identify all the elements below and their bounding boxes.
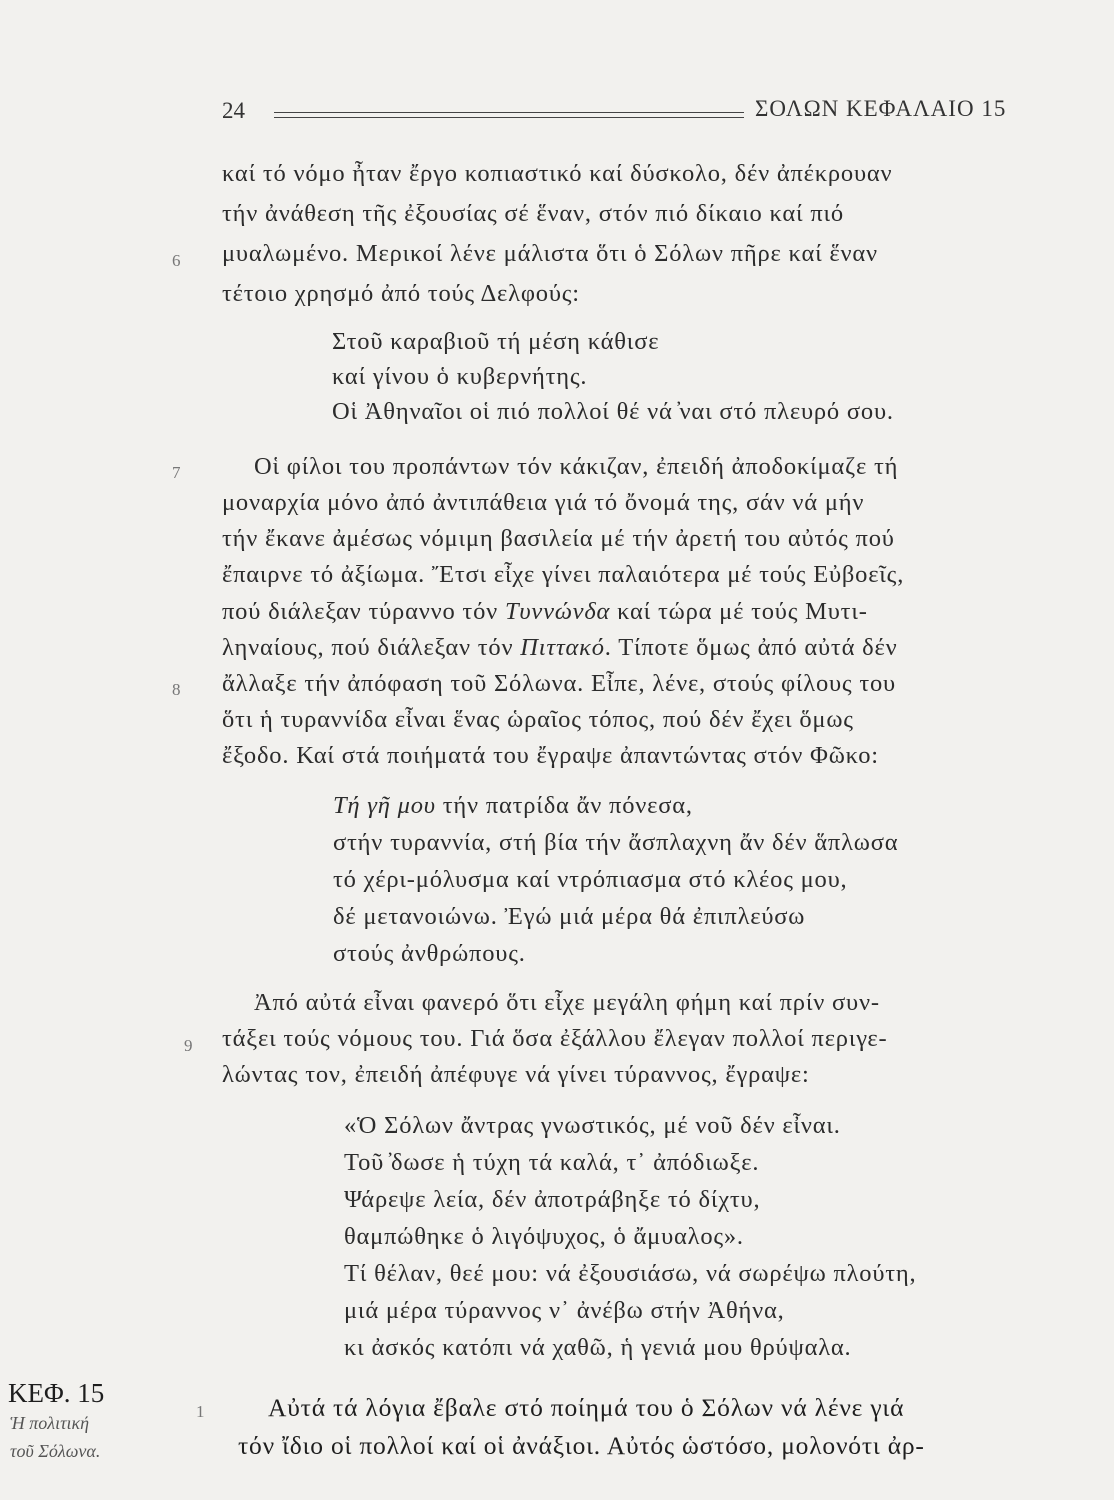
text-line: τήν ἀνάθεση τῆς ἐξουσίας σέ ἕναν, στόν πιό δίκαιο καί πιό [222, 200, 844, 227]
margin-number: 1 [196, 1402, 205, 1421]
margin-number: 8 [172, 680, 181, 699]
verse-line: θαμπώθηκε ὁ λιγόψυχος, ὁ ἄμυαλος». [344, 1223, 744, 1250]
verse-line: Τί θέλαν, θεέ μου: νά ἐξουσιάσω, νά σωρέψω πλούτη, [344, 1260, 917, 1287]
text-line: ἔξοδο. Καί στά ποιήματά του ἔγραψε ἀπαντώντας στόν Φῶκο: [222, 742, 879, 769]
verse-line: μιά μέρα τύραννος ν᾽ ἀνέβω στήν Ἀθήνα, [344, 1297, 785, 1324]
verse-line: Στοῦ καραβιοῦ τή μέση κάθισε [332, 328, 660, 355]
chapter-sidenote-subtitle: Ἡ πολιτική [10, 1413, 90, 1433]
text-line: λώντας τον, ἐπειδή ἀπέφυγε νά γίνει τύραννος, ἔγραψε: [222, 1061, 810, 1088]
text-line: μοναρχία μόνο ἀπό ἀντιπάθεια γιά τό ὄνομά της, σάν νά μήν [222, 489, 865, 516]
verse-line: τό χέρι-μόλυσμα καί ντρόπιασμα στό κλέος μου, [333, 866, 848, 893]
margin-number: 6 [172, 251, 181, 270]
text-run: . Τίποτε ὅμως ἀπό αὐτά δέν [604, 634, 898, 661]
text-line: ὅτι ἡ τυραννίδα εἶναι ἕνας ὡραῖος τόπος, πού δέν ἔχει ὅμως [222, 706, 854, 733]
text-line: Αὐτά τά λόγια ἔβαλε στό ποίημά του ὁ Σόλων νά λένε γιά [268, 1393, 905, 1422]
verse-line: στούς ἀνθρώπους. [333, 940, 526, 967]
verse-line: κι ἀσκός κατόπι νά χαθῶ, ἡ γενιά μου θρύψαλα. [344, 1334, 852, 1361]
chapter-sidenote-title: ΚΕΦ. 15 [8, 1378, 105, 1408]
text-run: Τή γῆ μου [333, 792, 436, 819]
text-line: τέτοιο χρησμό ἀπό τούς Δελφούς: [222, 280, 580, 307]
text-line [222, 634, 897, 662]
text-line [222, 598, 868, 626]
text-run: τήν πατρίδα ἄν πόνεσα, [435, 792, 693, 819]
verse-line: καί γίνου ὁ κυβερνήτης. [332, 363, 588, 390]
text-line: Ἀπό αὐτά εἶναι φανερό ὅτι εἶχε μεγάλη φήμη καί πρίν συν- [254, 989, 880, 1016]
page-header [222, 92, 1032, 132]
verse-line: Ψάρεψε λεία, δέν ἀποτράβηξε τό δίχτυ, [344, 1186, 761, 1213]
text-run: πού διάλεξαν τύραννο τόν [222, 598, 505, 625]
text-line: μυαλωμένο. Μερικοί λένε μάλιστα ὅτι ὁ Σόλων πῆρε καί ἕναν [222, 240, 878, 267]
text-line: τάξει τούς νόμους του. Γιά ὅσα ἐξάλλου ἔλεγαν πολλοί περιγε- [222, 1025, 888, 1052]
text-run: καί τώρα μέ τούς Μυτι- [610, 598, 868, 625]
verse-line: Τοῦ ̓δωσε ἡ τύχη τά καλά, τ᾽ ἀπόδιωξε. [344, 1149, 760, 1176]
text-line: καί τό νόμο ἦταν ἔργο κοπιαστικό καί δύσκολο, δέν ἀπέκρουαν [222, 160, 893, 187]
header-rule [274, 112, 744, 118]
margin-number: 7 [172, 463, 181, 482]
chapter-sidenote-subtitle: τοῦ Σόλωνα. [10, 1441, 101, 1461]
person-name: Τυννώνδα [504, 598, 611, 625]
verse-line: δέ μετανοιώνω. Ἐγώ μιά μέρα θά ἐπιπλεύσω [333, 903, 806, 930]
text-line: Οἱ φίλοι του προπάντων τόν κάκιζαν, ἐπειδή ἀποδοκίμαζε τή [254, 453, 899, 480]
verse-line: «Ὁ Σόλων ἄντρας γνωστικός, μέ νοῦ δέν εἶναι. [344, 1112, 841, 1139]
margin-number: 9 [184, 1036, 193, 1055]
person-name: Πιττακό [520, 634, 605, 661]
verse-line: Οἱ Ἀθηναῖοι οἱ πιό πολλοί θέ νά ̓ναι στό πλευρό σου. [332, 398, 894, 425]
text-line: τήν ἔκανε ἀμέσως νόμιμη βασιλεία μέ τήν ἀρετή του αὐτός πού [222, 525, 895, 552]
page-number: 24 [222, 98, 245, 123]
text-run: ληναίους, πού διάλεξαν τόν [222, 634, 521, 661]
text-line: ἄλλαξε τήν ἀπόφαση τοῦ Σόλωνα. Εἶπε, λένε, στούς φίλους του [222, 670, 896, 697]
verse-line [333, 792, 693, 820]
verse-line: στήν τυραννία, στή βία τήν ἄσπλαχνη ἄν δέν ἅπλωσα [333, 829, 899, 856]
text-line: τόν ἴδιο οἱ πολλοί καί οἱ ἀνάξιοι. Αὐτός ὡστόσο, μολονότι ἀρ- [238, 1431, 925, 1460]
running-head: ΣΟΛΩΝ ΚΕΦΑΛΑΙΟ 15 [755, 96, 1007, 121]
text-line: ἔπαιρνε τό ἀξίωμα. Ἔτσι εἶχε γίνει παλαιότερα μέ τούς Εὐβοεῖς, [222, 561, 905, 588]
